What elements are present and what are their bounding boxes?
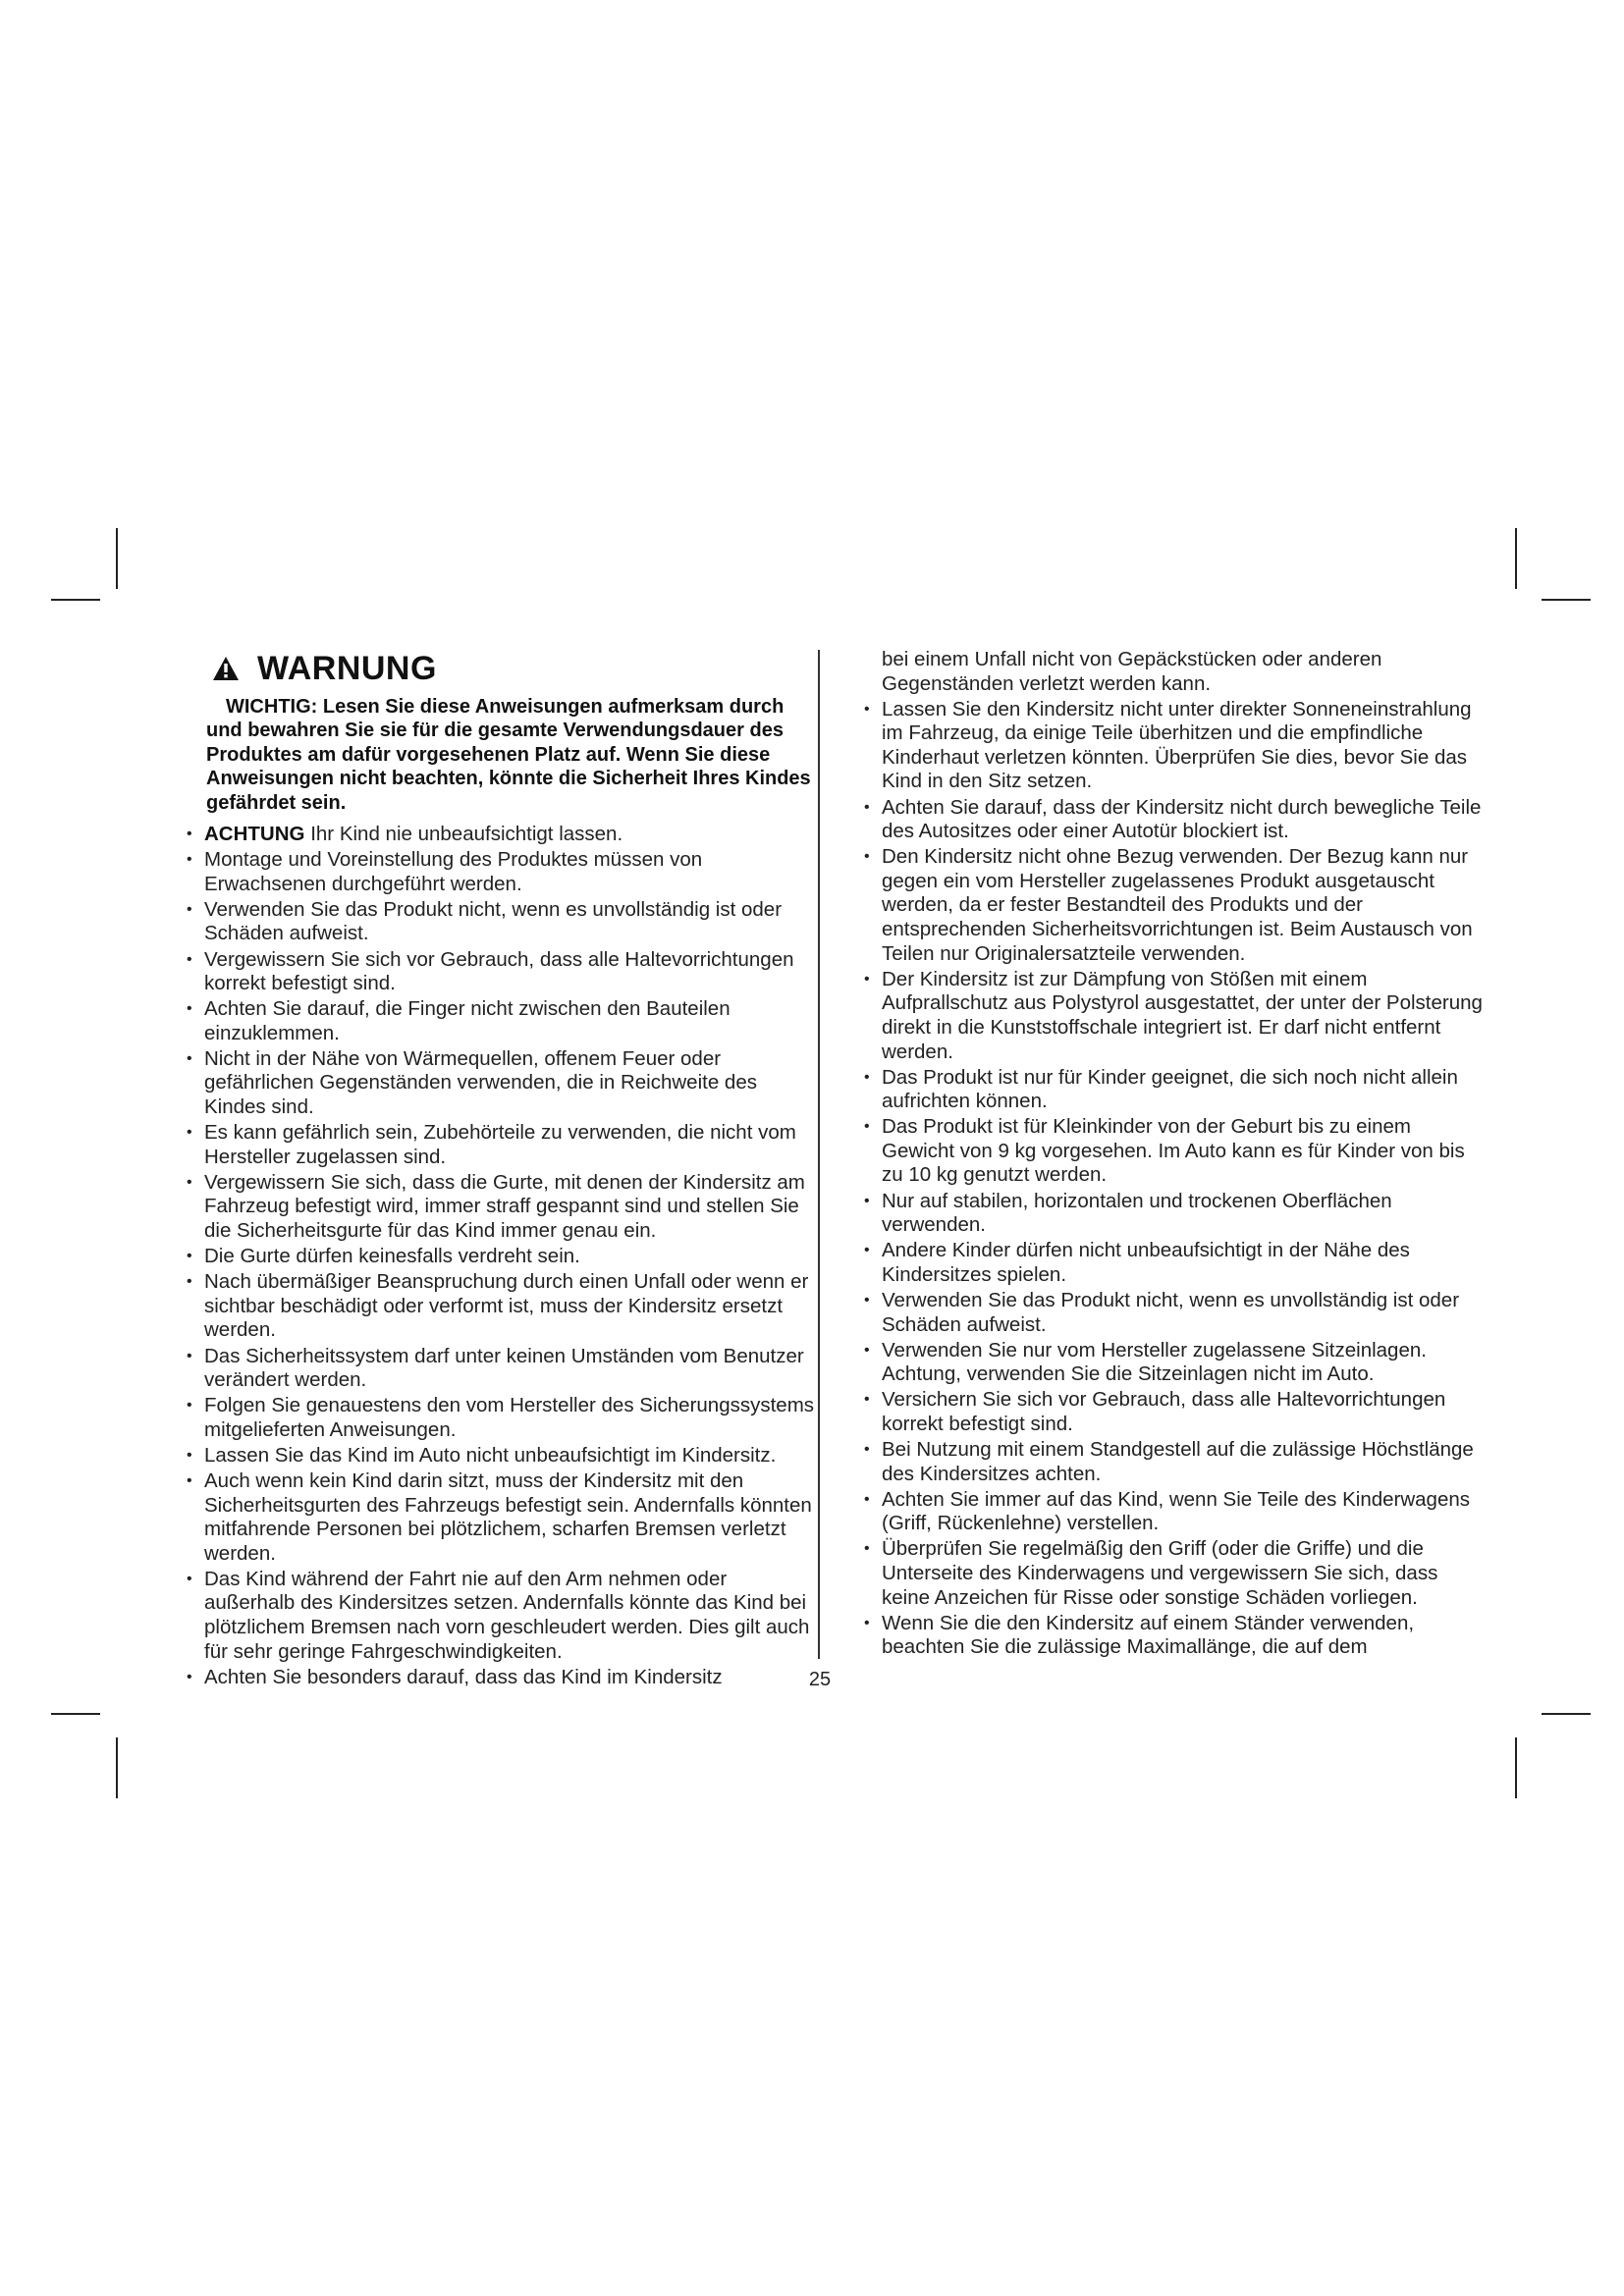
list-item: • Andere Kinder dürfen nicht unbeaufsichtigt in der Nähe des Kindersitzes spielen.	[854, 1239, 1483, 1287]
left-column	[177, 650, 815, 1691]
list-item: • Auch wenn kein Kind darin sitzt, muss der Kindersitz mit den Sicherheitsgurten des Fahrzeugs befestigt sein. Andernfalls könnten mitfahrende Personen bei plötzlichem, scharfen Bremsen verletzt werden.	[177, 1469, 815, 1566]
list-item: • Achten Sie darauf, die Finger nicht zwischen den Bauteilen einzuklemmen.	[177, 997, 815, 1045]
list-item-continuation: bei einem Unfall nicht von Gepäckstücken oder anderen Gegenständen verletzt werden kann.	[882, 648, 1382, 695]
list-item: • Der Kindersitz ist zur Dämpfung von Stößen mit einem Aufprallschutz aus Polystyrol ausgestattet, der unter der Polsterung direkt in die Kunststoffschale integriert ist. Er darf nicht entfernt werden.	[854, 968, 1483, 1064]
list-item: • Das Kind während der Fahrt nie auf den Arm nehmen oder außerhalb des Kindersitzes setzen. Andernfalls könnte das Kind bei plötzlichem Bremsen nach vorn geschleudert werden. Dies gilt auch für sehr geringe Fahrgeschwindigkeiten.	[177, 1568, 815, 1664]
crop-mark-bottom-left-horizontal	[51, 1713, 100, 1715]
list-item: • Es kann gefährlich sein, Zubehörteile zu verwenden, die nicht vom Hersteller zugelassen sind.	[177, 1121, 815, 1169]
page-number: 25	[808, 1669, 832, 1690]
list-item: • Lassen Sie das Kind im Auto nicht unbeaufsichtigt im Kindersitz.	[177, 1444, 815, 1468]
list-item: • Achten Sie darauf, dass der Kindersitz nicht durch bewegliche Teile des Autositzes oder einer Autotür blockiert ist.	[854, 796, 1483, 844]
list-item: • Nach übermäßiger Beanspruchung durch einen Unfall oder wenn er sichtbar beschädigt oder verformt ist, muss der Kindersitz ersetzt werden.	[177, 1270, 815, 1343]
list-item: • Vergewissern Sie sich, dass die Gurte, mit denen der Kindersitz am Fahrzeug befestigt wird, immer straff gespannt sind und stellen Sie die Sicherheitsgurte für das Kind immer genau ein.	[177, 1171, 815, 1244]
right-warning-list	[854, 648, 1483, 1660]
right-column	[854, 648, 1483, 1661]
list-item: • Vergewissern Sie sich vor Gebrauch, dass alle Haltevorrichtungen korrekt befestigt sind.	[177, 948, 815, 996]
list-item: • Wenn Sie die den Kindersitz auf einem Ständer verwenden, beachten Sie die zulässige Maximallänge, die auf dem	[854, 1612, 1483, 1660]
list-item: • Folgen Sie genauestens den vom Hersteller des Sicherungssystems mitgelieferten Anweisungen.	[177, 1394, 815, 1442]
warning-intro: WICHTIG: Lesen Sie diese Anweisungen aufmerksam durch und bewahren Sie sie für die gesamte Verwendungsdauer des Produktes am dafür vorgesehenen Platz auf. Wenn Sie diese Anweisungen nicht beachten, könnte die Sicherheit Ihres Kindes gefährdet sein.	[206, 696, 811, 814]
list-item: • Montage und Voreinstellung des Produktes müssen von Erwachsenen durchgeführt werden.	[177, 848, 815, 896]
list-item: • Verwenden Sie das Produkt nicht, wenn es unvollständig ist oder Schäden aufweist.	[177, 898, 815, 946]
crop-mark-bottom-right-horizontal	[1542, 1713, 1591, 1715]
crop-mark-bottom-right-vertical	[1515, 1737, 1517, 1798]
warning-heading	[212, 650, 815, 687]
list-item: • Den Kindersitz nicht ohne Bezug verwenden. Der Bezug kann nur gegen ein vom Hersteller zugelassenes Produkt ausgetauscht werden, da er fester Bestandteil des Produkts und der entsprechenden Sicherheitsvorrichtungen ist. Beim Austausch von Teilen nur Originalersatzteile verwenden.	[854, 845, 1483, 966]
list-item: • Das Produkt ist für Kleinkinder von der Geburt bis zu einem Gewicht von 9 kg vorgesehen. Im Auto kann es für Kinder von bis zu 10 kg genutzt werden.	[854, 1115, 1483, 1188]
crop-mark-top-right-vertical	[1515, 528, 1517, 589]
list-item: • Das Sicherheitssystem darf unter keinen Umständen vom Benutzer verändert werden.	[177, 1345, 815, 1393]
list-item: • Nur auf stabilen, horizontalen und trockenen Oberflächen verwenden.	[854, 1190, 1483, 1238]
list-item: • Lassen Sie den Kindersitz nicht unter direkter Sonneneinstrahlung im Fahrzeug, da einige Teile überhitzen und die empfindliche Kinderhaut verletzen könnten. Überprüfen Sie dies, bevor Sie das Kind in den Sitz setzen.	[854, 698, 1483, 794]
list-item-achtung	[177, 823, 815, 847]
list-item: • Verwenden Sie nur vom Hersteller zugelassene Sitzeinlagen. Achtung, verwenden Sie die Sitzeinlagen nicht im Auto.	[854, 1339, 1483, 1387]
crop-mark-top-right-horizontal	[1542, 599, 1591, 601]
list-item: • Achten Sie immer auf das Kind, wenn Sie Teile des Kinderwagens (Griff, Rückenlehne) verstellen.	[854, 1488, 1483, 1536]
list-item: • Versichern Sie sich vor Gebrauch, dass alle Haltevorrichtungen korrekt befestigt sind.	[854, 1388, 1483, 1436]
crop-mark-top-left-horizontal	[51, 599, 100, 601]
column-divider	[818, 650, 820, 1659]
list-item: • Bei Nutzung mit einem Standgestell auf die zulässige Höchstlänge des Kindersitzes achten.	[854, 1438, 1483, 1486]
left-warning-list	[177, 823, 815, 1689]
list-item: • Das Produkt ist nur für Kinder geeignet, die sich noch nicht allein aufrichten können.	[854, 1066, 1483, 1114]
crop-mark-bottom-left-vertical	[116, 1737, 118, 1798]
achtung-label: ACHTUNG	[204, 823, 305, 846]
list-item: • Verwenden Sie das Produkt nicht, wenn es unvollständig ist oder Schäden aufweist.	[854, 1289, 1483, 1337]
list-item: • Achten Sie besonders darauf, dass das Kind im Kindersitz	[177, 1666, 815, 1690]
warning-triangle-icon	[212, 656, 240, 681]
list-item: • Die Gurte dürfen keinesfalls verdreht sein.	[177, 1245, 815, 1269]
list-item: • Überprüfen Sie regelmäßig den Griff (oder die Griffe) und die Unterseite des Kinderwagens und vergewissern Sie sich, dass keine Anzeichen für Risse oder sonstige Schäden vorliegen.	[854, 1537, 1483, 1610]
warning-title: WARNUNG	[257, 649, 437, 687]
crop-mark-top-left-vertical	[116, 528, 118, 589]
list-item: • Nicht in der Nähe von Wärmequellen, offenem Feuer oder gefährlichen Gegenständen verwenden, die in Reichweite des Kindes sind.	[177, 1047, 815, 1120]
achtung-text: Ihr Kind nie unbeaufsichtigt lassen.	[310, 823, 623, 846]
